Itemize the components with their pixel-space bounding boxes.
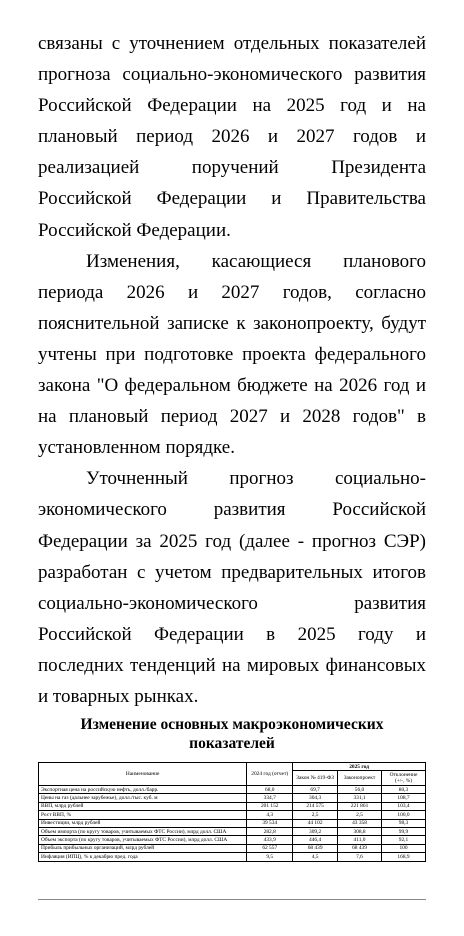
cell-deviation: 80,3 [382,785,426,793]
row-name-cell: Рост ВВП, % [39,811,247,819]
table-row [39,827,426,835]
column-header-law: Закон № 419-ФЗ [293,771,338,786]
column-header-deviation [382,771,426,786]
table-row [39,802,426,810]
row-name-cell: Цены на газ (дальнее зарубежье), долл./тыс. куб. м [39,794,247,802]
table-row [39,794,426,802]
cell-law: 44 102 [293,819,338,827]
cell-2024: 4,3 [247,811,293,819]
cell-law: 304,3 [293,794,338,802]
row-name-cell: Инфляция (ИПЦ), % к декабрю пред. года [39,853,247,861]
row-name-cell: Инвестиции, млрд рублей [39,819,247,827]
cell-bill: 331,1 [338,794,382,802]
cell-deviation: 100,0 [382,811,426,819]
cell-law: 68 439 [293,844,338,852]
cell-bill: 43 358 [338,819,382,827]
table-header-row [39,763,426,771]
cell-deviation: 98,3 [382,819,426,827]
table-body [39,785,426,861]
row-name-cell: Объем экспорта (по кругу товаров, учитываемых ФТС России), млрд долл. США [39,836,247,844]
cell-law: 309,2 [293,827,338,835]
table-row [39,811,426,819]
column-header-bill: Законопроект [338,771,382,786]
cell-law: 446,4 [293,836,338,844]
cell-2024: 433,9 [247,836,293,844]
cell-deviation: 100 [382,844,426,852]
cell-2024: 9,5 [247,853,293,861]
cell-deviation: 108,7 [382,794,426,802]
cell-law: 214 575 [293,802,338,810]
cell-bill: 2,5 [338,811,382,819]
table-row [39,844,426,852]
paragraph: связаны с уточнением отдельных показателей прогноза социально-экономического развития Российской Федерации на 2025 год и на плановый период 2026 и 2027 годов и реализацией поручений Президента Российской Федерации и Правительства Российской Федерации. [38,33,426,241]
cell-deviation: 92,1 [382,836,426,844]
cell-law: 4,5 [293,853,338,861]
cell-bill: 56,0 [338,785,382,793]
row-name-cell: Экспортная цена на российскую нефть, долл./барр. [39,785,247,793]
cell-deviation: 103,4 [382,802,426,810]
cell-deviation: 99,9 [382,827,426,835]
deviation-unit: (+/-, %) [394,778,413,785]
table-row [39,819,426,827]
column-header-name: Наименование [39,763,247,786]
deviation-label: Отклонение [389,771,418,778]
macro-indicators-table [38,762,426,862]
cell-bill: 7,6 [338,853,382,861]
cell-deviation: 168,9 [382,853,426,861]
cell-2024: 334,7 [247,794,293,802]
cell-bill: 68 439 [338,844,382,852]
cell-bill: 308,8 [338,827,382,835]
paragraph: Уточненный прогноз социально-экономического развития Российской Федерации за 2025 год (далее - прогноз СЭР) разработан с учетом предварительных итогов социально-экономического развития Российской Федерации в 2025 году и последних тенденций на мировых финансовых и товарных рынках. [38,468,426,707]
column-header-2024: 2024 год (отчет) [247,763,293,786]
row-name-cell: Объем импорта (по кругу товаров, учитываемых ФТС России), млрд долл. США [39,827,247,835]
table-row [39,836,426,844]
cell-2024: 201 152 [247,802,293,810]
cell-law: 2,5 [293,811,338,819]
cell-2024: 62 557 [247,844,293,852]
body-text [38,28,426,712]
column-header-2025: 2025 год [293,763,426,771]
cell-2024: 68,0 [247,785,293,793]
cell-2024: 39 534 [247,819,293,827]
row-name-cell: ВВП, млрд рублей [39,802,247,810]
cell-bill: 221 861 [338,802,382,810]
bottom-divider [38,899,426,900]
table-row [39,853,426,861]
cell-2024: 282,8 [247,827,293,835]
cell-law: 69,7 [293,785,338,793]
table-row [39,785,426,793]
row-name-cell: Прибыль прибыльных организаций, млрд рублей [39,844,247,852]
paragraph: Изменения, касающиеся планового периода 2026 и 2027 годов, согласно пояснительной записке к законопроекту, будут учтены при подготовке проекта федерального закона "О федеральном бюджете на 2026 год и на плановый период 2027 и 2028 годов" в установленном порядке. [38,250,426,459]
cell-bill: 411,0 [338,836,382,844]
table-title: Изменение основных макроэкономических показателей [80,716,384,752]
